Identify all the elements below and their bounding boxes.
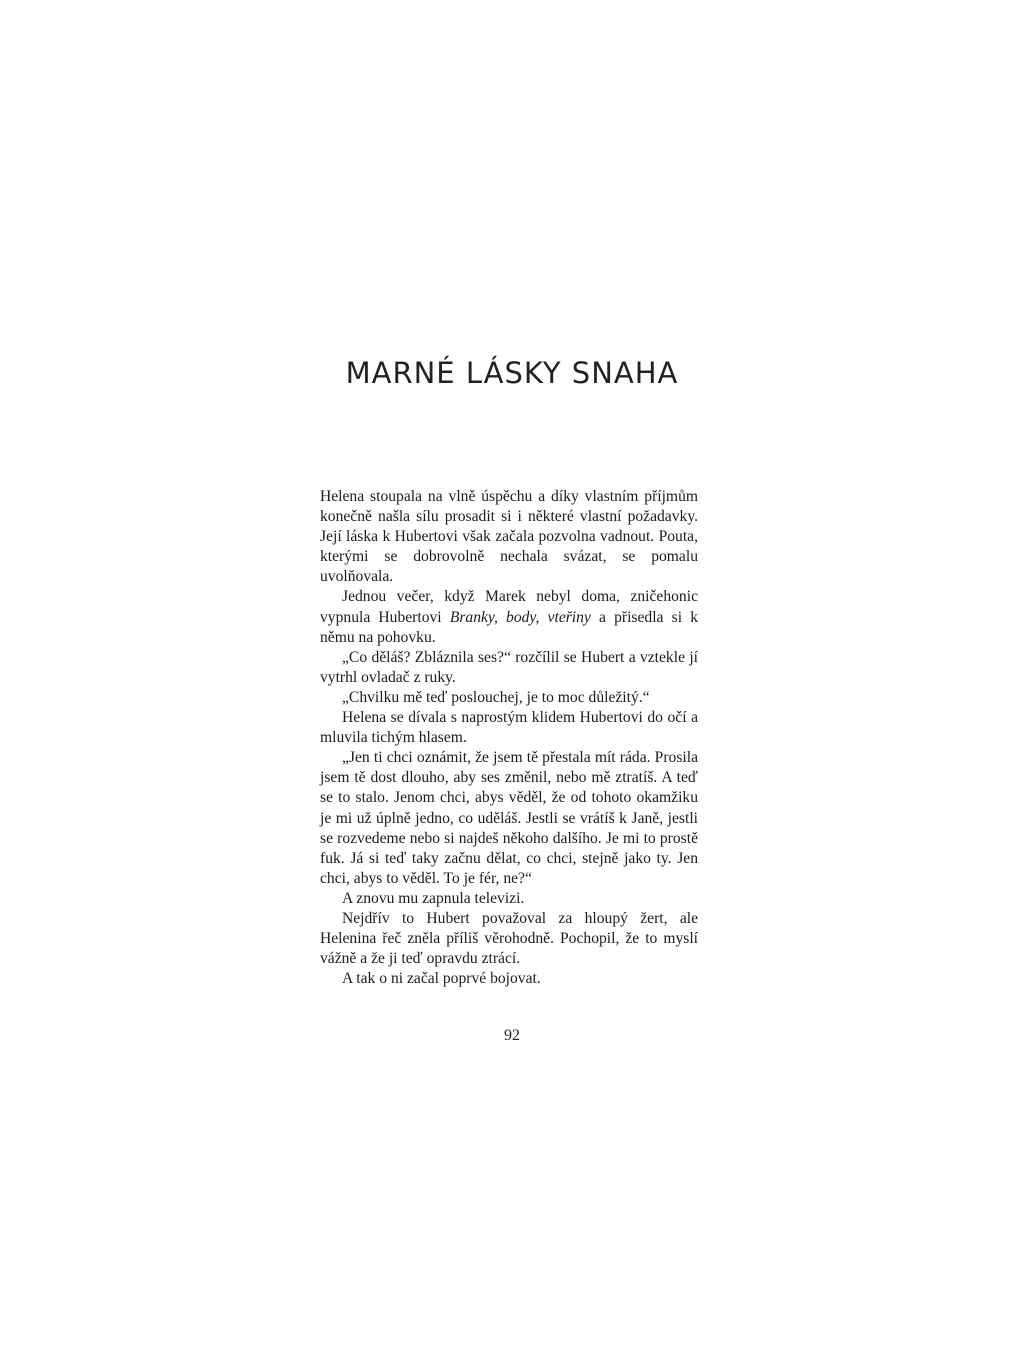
paragraph: Nejdřív to Hubert považoval za hloupý žert, ale Helenina řeč zněla příliš věrohodně. Pochopil, že to myslí vážně a že ji teď opravdu ztrácí. <box>320 909 698 968</box>
paragraph: „Chvilku mě teď poslouchej, je to moc důležitý.“ <box>342 688 650 706</box>
paragraph: „Co děláš? Zbláznila ses?“ rozčílil se Hubert a vztekle jí vytrhl ovladač z ruky. <box>320 648 698 686</box>
paragraph <box>320 587 698 647</box>
paragraph-text: a přisedla si k němu na pohovku. <box>320 608 699 646</box>
paragraph: A tak o ni začal poprvé bojovat. <box>342 970 541 988</box>
paragraph: A znovu mu zapnula televizi. <box>342 889 525 907</box>
paragraph: „Jen ti chci oznámit, že jsem tě přestala mít ráda. Prosila jsem tě dost dlouho, aby ses změnil, nebo mě ztratíš. A teď se to stalo. Jenom chci, abys věděl, že od tohoto okamžiku je mi už úplně jedno, co uděláš. Jestli se vrátíš k Janě, jestli se rozvedeme nebo si najdeš někoho dalšího. Je mi to prostě fuk. Já si teď taky začnu dělat, co chci, stejně jako ty. Jen chci, abys to věděl. To je fér, ne?“ <box>320 749 698 887</box>
paragraph: Helena se dívala s naprostým klidem Hubertovi do očí a mluvila tichým hlasem. <box>320 709 698 747</box>
paragraph-text: Jednou večer, když Marek nebyl doma, zničehonic vypnula Hubertovi <box>320 588 698 626</box>
page-number: 92 <box>504 1027 520 1044</box>
chapter-title: MARNÉ LÁSKY SNAHA <box>345 356 679 390</box>
paragraph: Helena stoupala na vlně úspěchu a díky vlastním příjmům konečně našla sílu prosadit si i některé vlastní požadavky. Její láska k Hubertovi však začala pozvolna vadnout. Pouta, kterými se dobrovolně nechala svázat, se pomalu uvolňovala. <box>320 488 698 586</box>
tv-show-title: Branky, body, vteřiny <box>449 608 591 626</box>
chapter-body <box>320 487 698 989</box>
